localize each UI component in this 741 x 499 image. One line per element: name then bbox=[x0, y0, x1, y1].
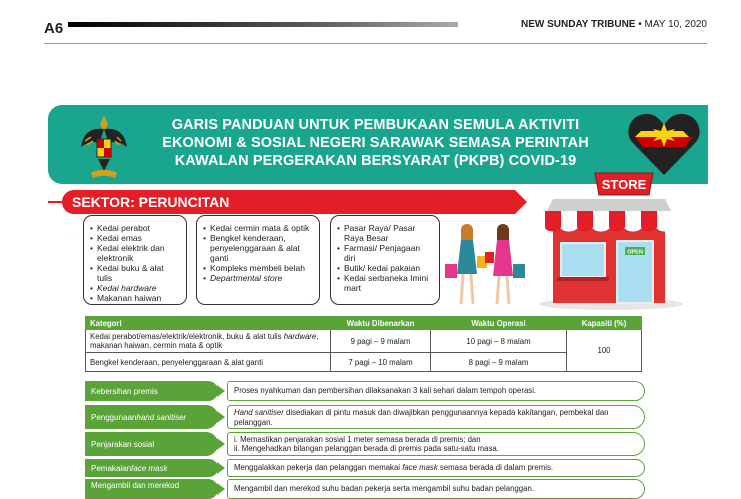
list-item: • Kompleks membeli belah bbox=[203, 263, 313, 273]
publication-name: NEW SUNDAY TRIBUNE bbox=[521, 19, 636, 30]
list-item: • Farmasi/ Penjagaan diri bbox=[337, 243, 433, 263]
guideline-arrow bbox=[217, 483, 225, 495]
title-line-2: EKONOMI & SOSIAL NEGERI SARAWAK SEMASA PERINTAH bbox=[162, 135, 589, 151]
list-item: • Departmental store bbox=[203, 273, 313, 283]
cell-kategori: Bengkel kenderaan, penyelenggaraan & alat ganti bbox=[86, 353, 331, 372]
list-item: • Kedai cermin mata & optik bbox=[203, 223, 313, 233]
masthead-separator: • bbox=[638, 19, 642, 30]
sarawak-flag-heart-icon bbox=[627, 109, 701, 179]
cell-waktu-dibenarkan: 9 pagi – 9 malam bbox=[331, 330, 431, 353]
premise-list-2 bbox=[196, 215, 320, 305]
masthead bbox=[521, 19, 707, 30]
page-number: A6 bbox=[44, 20, 64, 37]
guideline-arrow bbox=[217, 438, 225, 450]
list-item: • Kedai hardware bbox=[90, 283, 180, 293]
cell-kategori: Kedai perabot/emas/elektrik/elektronik, buku & alat tulis hardware, makanan haiwan, cermin mata & optik bbox=[86, 330, 331, 353]
list-item: • Pasar Raya/ Pasar Raya Besar bbox=[337, 223, 433, 243]
list-item: • Kedai buku & alat tulis bbox=[90, 263, 180, 283]
col-header-kategori: Kategori bbox=[86, 317, 331, 330]
table-row bbox=[86, 353, 642, 372]
cell-waktu-operasi: 8 pagi – 9 malam bbox=[431, 353, 567, 372]
poster-title bbox=[143, 116, 608, 170]
guideline-text: i. Memastikan penjarakan sosial 1 meter semasa berada di premis; dan ii. Mengehadkan bilangan pelanggan berada di premis pada satu-satu masa. bbox=[227, 432, 645, 456]
guideline-kebersihan bbox=[85, 381, 645, 401]
col-header-waktu-dibenarkan: Waktu Dibenarkan bbox=[331, 317, 431, 330]
guideline-suhu bbox=[85, 479, 645, 499]
list-item: • Makanan haiwan bbox=[90, 293, 180, 303]
list-item: • Kedai perabot bbox=[90, 223, 180, 233]
guideline-label: Penggunaan hand sanitiser bbox=[85, 405, 218, 429]
awning bbox=[545, 211, 673, 232]
sarawak-crest-icon bbox=[81, 111, 127, 181]
cell-waktu-operasi: 10 pagi – 8 malam bbox=[431, 330, 567, 353]
guideline-label: Mengambil dan merekod bbox=[85, 479, 218, 499]
header-rule bbox=[44, 43, 707, 44]
store-sign-text: STORE bbox=[601, 177, 647, 192]
guideline-poster bbox=[45, 83, 702, 493]
premise-list-1 bbox=[83, 215, 187, 305]
sector-title-arrow bbox=[515, 190, 527, 214]
title-line-1: GARIS PANDUAN UNTUK PEMBUKAAN SEMULA AKTIVITI bbox=[171, 117, 580, 133]
guideline-text: Hand sanitiser disediakan di pintu masuk dan diwajibkan penggunaannya kepada kakitangan, pembekal dan pelanggan. bbox=[227, 405, 645, 429]
publication-date: MAY 10, 2020 bbox=[644, 19, 707, 30]
sector-title: SEKTOR: PERUNCITAN bbox=[62, 190, 515, 214]
guideline-face-mask bbox=[85, 459, 645, 477]
shoppers-illustration bbox=[437, 218, 532, 308]
guideline-text: Mengambil dan merekod suhu badan pekerja serta mengambil suhu badan pelanggan. bbox=[227, 479, 645, 499]
guideline-text: Menggalakkan pekerja dan pelanggan memakai face mask semasa berada di dalam premis. bbox=[227, 459, 645, 477]
guideline-label: Kebersihan premis bbox=[85, 381, 218, 401]
store-illustration bbox=[533, 171, 683, 311]
table-row bbox=[86, 330, 642, 353]
premise-list-3 bbox=[330, 215, 440, 305]
list-item: • Kedai elektrik dan elektronik bbox=[90, 243, 180, 263]
guideline-text: Proses nyahkuman dan pembersihan dilaksanakan 3 kali sehari dalam tempoh operasi. bbox=[227, 381, 645, 401]
guideline-hand-sanitiser bbox=[85, 405, 645, 429]
cell-waktu-dibenarkan: 7 pagi – 10 malam bbox=[331, 353, 431, 372]
list-item: • Bengkel kenderaan, penyelenggaraan & alat ganti bbox=[203, 233, 313, 263]
guideline-arrow bbox=[217, 385, 225, 397]
header-gradient-bar bbox=[68, 22, 458, 27]
door-open-sign: OPEN bbox=[627, 249, 643, 256]
col-header-kapasiti: Kapasiti (%) bbox=[567, 317, 642, 330]
col-header-waktu-operasi: Waktu Operasi bbox=[431, 317, 567, 330]
list-item: • Kedai serbaneka Imini mart bbox=[337, 273, 433, 293]
guideline-penjarakan bbox=[85, 432, 645, 456]
guideline-label: Pemakaian face mask bbox=[85, 459, 218, 477]
guideline-arrow bbox=[217, 411, 225, 423]
guideline-arrow bbox=[217, 462, 225, 474]
list-item: • Butik/ kedai pakaian bbox=[337, 263, 433, 273]
operating-hours-table bbox=[85, 316, 642, 372]
title-line-3: KAWALAN PERGERAKAN BERSYARAT (PKPB) COVID-19 bbox=[174, 153, 577, 169]
list-item: • Kedai emas bbox=[90, 233, 180, 243]
cell-kapasiti: 100 bbox=[567, 330, 642, 372]
guideline-label: Penjarakan sosial bbox=[85, 432, 218, 456]
